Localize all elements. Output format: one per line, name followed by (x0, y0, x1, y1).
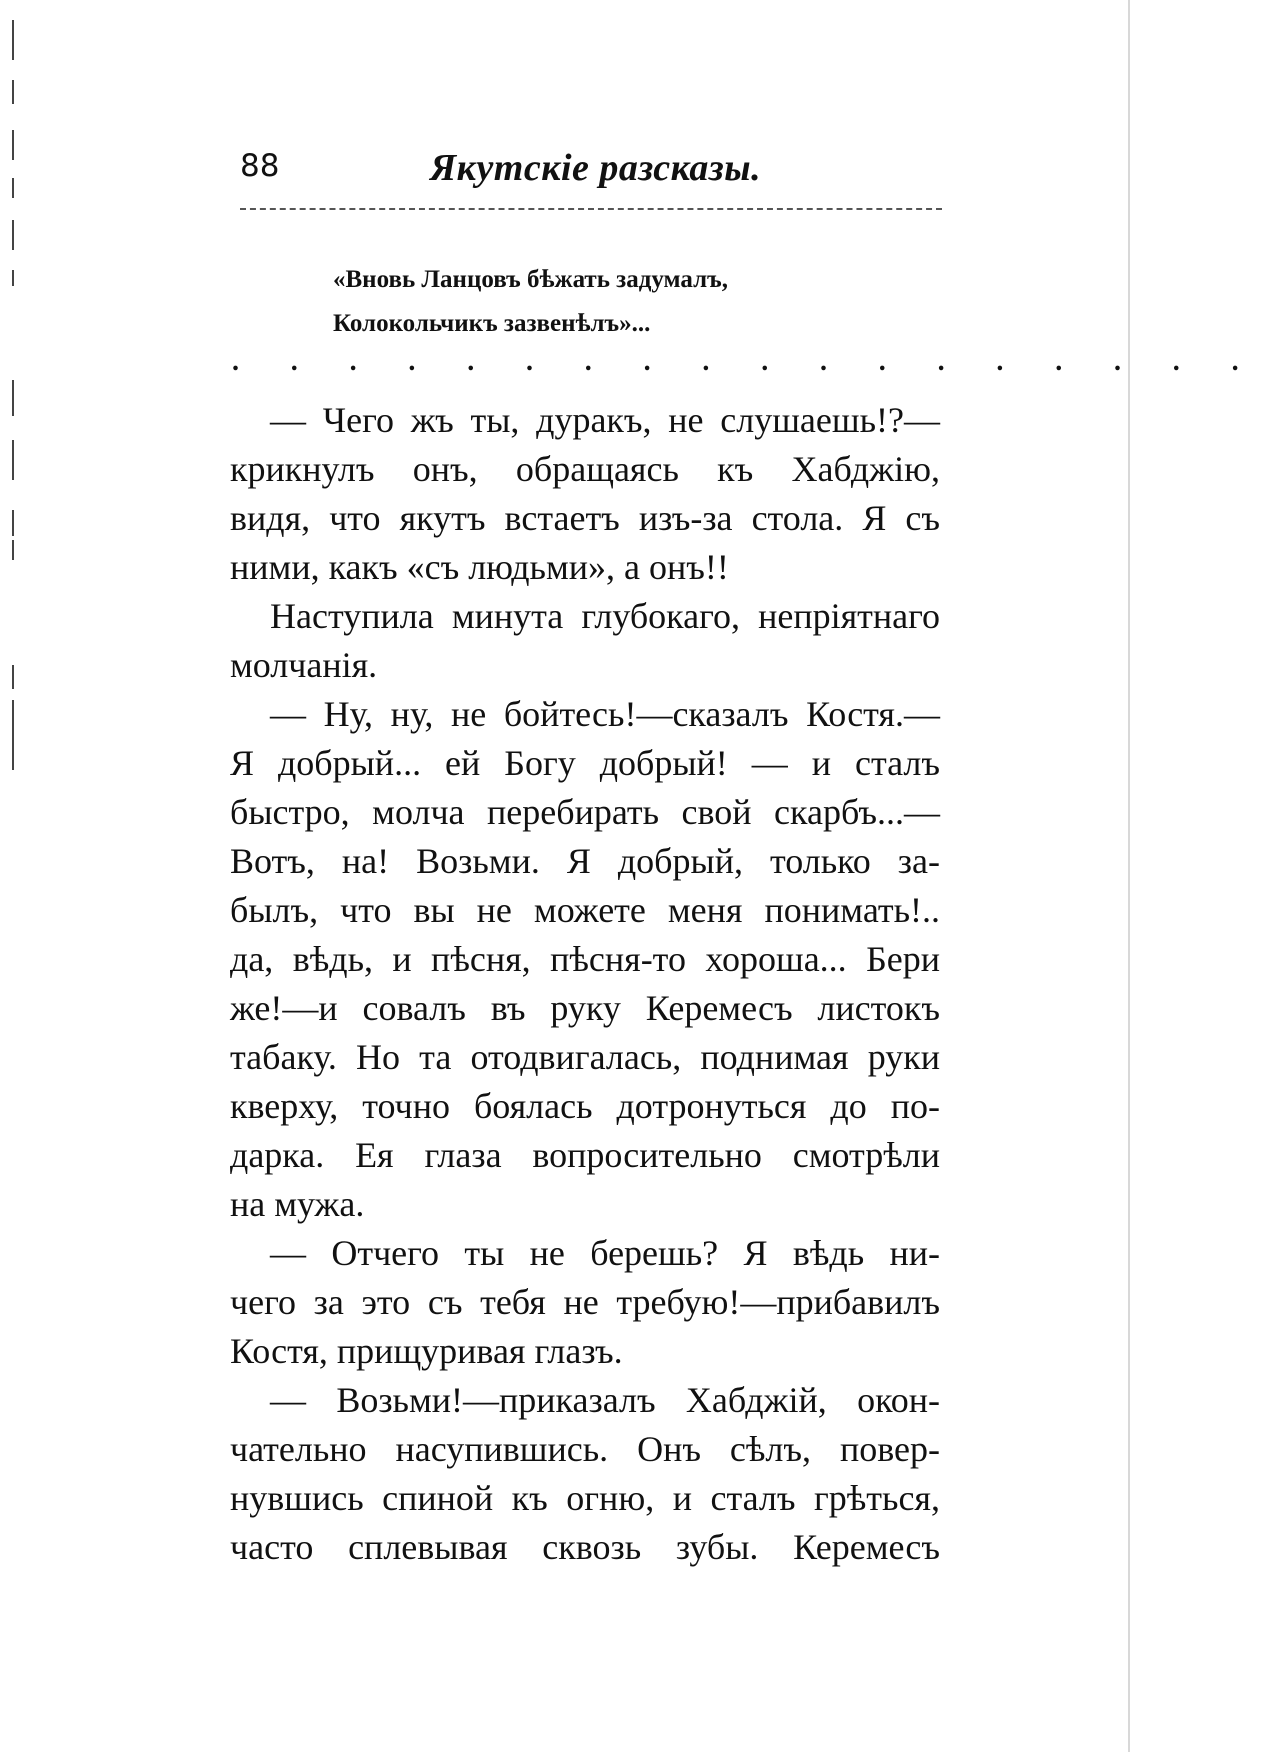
running-title: Якутскіе разсказы. (430, 147, 762, 189)
paragraph (230, 690, 940, 1229)
omission-dots-text: . . . . . . . . . . . . . . . . . . (232, 346, 1261, 377)
omission-dots (232, 346, 1261, 378)
text-line: на мужа. (230, 1184, 365, 1224)
text-line: дарка. Ея глаза вопросительно смотрѣли (230, 1135, 940, 1175)
text-line: Вотъ, на! Возьми. Я добрый, только за- (230, 841, 940, 881)
text-line: табаку. Но та отодвигалась, поднимая руки (230, 1037, 940, 1077)
text-line: молчанія. (230, 645, 378, 685)
text-line: нувшись спиной къ огню, и сталъ грѣться, (230, 1478, 940, 1518)
paragraph (230, 1229, 940, 1376)
text-line: быстро, молча перебирать свой скарбъ...— (230, 792, 940, 832)
text-line: Я добрый... ей Богу добрый! — и сталъ (230, 743, 940, 783)
text-line: ними, какъ «съ людьми», а онъ!! (230, 547, 729, 587)
text-line: — Отчего ты не берешь? Я вѣдь ни- (270, 1233, 940, 1273)
page-edge-rule (1128, 0, 1130, 1752)
page-header (240, 148, 940, 198)
text-line: же!—и совалъ въ руку Керемесъ листокъ (230, 988, 940, 1028)
text-line: да, вѣдь, и пѣсня, пѣсня-то хороша... Бери (230, 939, 940, 979)
text-line: — Чего жъ ты, дуракъ, не слушаешь!?— (270, 400, 940, 440)
binding-margin-marks (0, 0, 40, 800)
text-line: — Возьми!—приказалъ Хабджій, окон- (270, 1380, 940, 1420)
page-number: 88 (240, 148, 280, 184)
epigraph-line: Колокольчикъ зазвенѣлъ»... (333, 310, 651, 337)
text-line: — Ну, ну, не бойтесь!—сказалъ Костя.— (270, 694, 940, 734)
text-line: Наступила минута глубокаго, непріятнаго (270, 596, 940, 636)
text-line: кверху, точно боялась дотронуться до по- (230, 1086, 940, 1126)
text-line: Костя, прищуривая глазъ. (230, 1331, 623, 1371)
epigraph (333, 258, 893, 346)
paragraph (230, 396, 940, 592)
epigraph-line: «Вновь Ланцовъ бѣжать задумалъ, (333, 266, 728, 293)
paragraph (230, 592, 940, 690)
text-line: крикнулъ онъ, обращаясь къ Хабджію, (230, 449, 940, 489)
text-line: часто сплевывая сквозь зубы. Керемесъ (230, 1527, 940, 1567)
text-line: чего за это съ тебя не требую!—прибавилъ (230, 1282, 940, 1322)
paragraph (230, 1376, 940, 1572)
text-line: былъ, что вы не можете меня понимать!.. (230, 890, 940, 930)
text-line: видя, что якутъ встаетъ изъ-за стола. Я съ (230, 498, 940, 538)
body-text (230, 396, 940, 1572)
text-line: чательно насупившись. Онъ сѣлъ, повер- (230, 1429, 940, 1469)
header-divider (240, 208, 942, 210)
